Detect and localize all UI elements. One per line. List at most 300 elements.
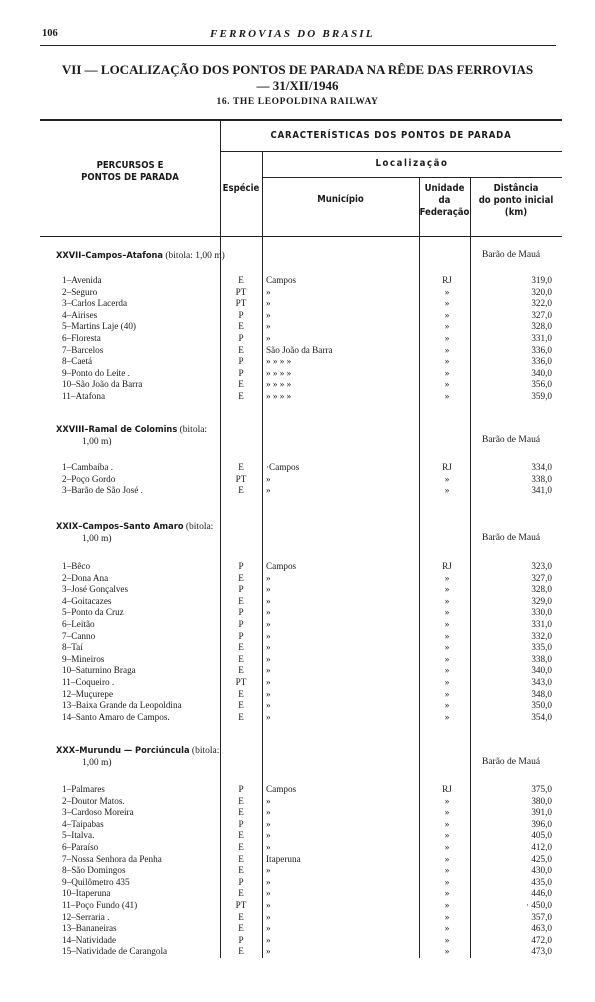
station-name: 9–Ponto do Leite . bbox=[62, 367, 130, 378]
station-name: 5–Italva. bbox=[62, 830, 95, 841]
table-row bbox=[0, 356, 595, 368]
station-name: 3–José Gonçalves bbox=[62, 584, 129, 595]
header-distancia-line1: Distância bbox=[493, 183, 539, 194]
table-row bbox=[0, 333, 595, 345]
municipality: » bbox=[266, 900, 271, 910]
municipality: » bbox=[266, 298, 271, 309]
header-unidade-line3: Federação bbox=[419, 207, 470, 218]
distance-km: 425,0 bbox=[531, 853, 552, 864]
municipality: » » » » bbox=[266, 379, 292, 390]
distance-km: 338,0 bbox=[531, 653, 552, 664]
municipality: » bbox=[266, 934, 271, 945]
distance-km: 396,0 bbox=[531, 818, 552, 829]
station-type: E bbox=[238, 711, 244, 722]
section-gauge-cont: 1,00 m) bbox=[82, 758, 112, 768]
distance-km: 430,0 bbox=[531, 865, 552, 876]
station-type: P bbox=[238, 333, 244, 343]
station-type: P bbox=[238, 619, 244, 629]
station-type: E bbox=[238, 911, 244, 922]
federation-unit: » bbox=[444, 344, 450, 355]
municipality: » bbox=[266, 333, 271, 343]
station-name: 13–Baixa Grande da Leopoldina bbox=[62, 700, 182, 711]
distance-km: 473,0 bbox=[531, 946, 552, 957]
table-row bbox=[0, 368, 595, 380]
station-type: E bbox=[238, 275, 244, 285]
table-row bbox=[0, 298, 595, 310]
municipality: » bbox=[266, 572, 271, 583]
section-origin: Barão de Mauá bbox=[482, 250, 541, 260]
station-name: 9–Mineiros bbox=[62, 653, 105, 664]
station-type: P bbox=[238, 309, 244, 320]
municipality: » bbox=[266, 584, 271, 595]
federation-unit: » bbox=[444, 818, 450, 829]
table-row bbox=[0, 946, 595, 958]
station-name: 8–São Domingos bbox=[62, 865, 126, 876]
station-name: 6–Paraíso bbox=[62, 842, 99, 852]
federation-unit: » bbox=[444, 367, 450, 378]
station-name: 1–Cambaíba . bbox=[62, 462, 114, 472]
table-row bbox=[0, 631, 595, 643]
distance-km: 335,0 bbox=[531, 642, 552, 653]
distance-km: 320,0 bbox=[531, 286, 552, 297]
municipality: » bbox=[266, 807, 271, 818]
station-type: E bbox=[238, 865, 244, 876]
municipality: » bbox=[266, 842, 271, 852]
federation-unit: » bbox=[444, 842, 450, 852]
station-type: E bbox=[238, 830, 244, 841]
distance-km: 343,0 bbox=[531, 677, 552, 687]
section-origin: Barão de Mauá bbox=[482, 757, 541, 767]
federation-unit: » bbox=[444, 934, 450, 945]
station-name: 1–Bêco bbox=[62, 561, 91, 571]
distance-km: 334,0 bbox=[531, 462, 552, 472]
station-name: 7–Barcelos bbox=[62, 344, 104, 355]
federation-unit: » bbox=[444, 946, 450, 957]
municipality: » bbox=[266, 595, 271, 606]
header-distancia-line3: (km) bbox=[504, 207, 528, 218]
federation-unit: » bbox=[444, 379, 450, 390]
municipality: » bbox=[266, 653, 271, 664]
federation-unit: » bbox=[444, 391, 450, 401]
municipality: » bbox=[266, 876, 271, 887]
table-row bbox=[0, 819, 595, 831]
municipality: » bbox=[266, 309, 271, 320]
table-row bbox=[0, 619, 595, 631]
table-row bbox=[0, 287, 595, 299]
federation-unit: » bbox=[444, 473, 450, 484]
table-top-rule bbox=[40, 119, 562, 121]
federation-unit: » bbox=[444, 607, 450, 618]
municipality: » bbox=[266, 286, 271, 297]
federation-unit: » bbox=[444, 830, 450, 841]
federation-unit: » bbox=[444, 911, 450, 922]
federation-unit: » bbox=[444, 584, 450, 595]
station-type: E bbox=[238, 462, 244, 472]
station-type: PT bbox=[235, 677, 247, 687]
distance-km: 340,0 bbox=[531, 367, 552, 378]
section-title bbox=[56, 521, 226, 545]
distance-km: 405,0 bbox=[531, 830, 552, 841]
station-type: E bbox=[238, 946, 244, 957]
station-type: E bbox=[238, 391, 244, 401]
table-row bbox=[0, 912, 595, 924]
federation-unit: » bbox=[444, 485, 450, 496]
federation-unit: » bbox=[444, 321, 450, 332]
station-name: 14–Santo Amaro de Campos. bbox=[62, 711, 170, 722]
municipality: » bbox=[266, 485, 271, 496]
distance-km: 322,0 bbox=[531, 298, 552, 309]
station-name: 5–Martins Laje (40) bbox=[62, 321, 136, 332]
section-gauge: (bitola: 1,00 m) bbox=[163, 251, 225, 261]
page-title-date: — 31/XII/1946 bbox=[256, 78, 339, 93]
table-row bbox=[0, 923, 595, 935]
table-row bbox=[0, 807, 595, 819]
station-name: 7–Canno bbox=[62, 630, 96, 641]
distance-km: 319,0 bbox=[531, 275, 552, 285]
station-name: 11–Coqueiro . bbox=[62, 677, 115, 687]
federation-unit: » bbox=[444, 923, 450, 934]
table-row bbox=[0, 700, 595, 712]
station-name: 3–Carlos Lacerda bbox=[62, 298, 128, 309]
distance-km: 323,0 bbox=[531, 561, 552, 571]
municipality: » bbox=[266, 946, 271, 957]
table-row bbox=[0, 796, 595, 808]
municipality: » bbox=[266, 923, 271, 934]
station-type: E bbox=[238, 642, 244, 653]
table-row bbox=[0, 677, 595, 689]
station-type: E bbox=[238, 807, 244, 818]
section-gauge-cont: 1,00 m) bbox=[82, 437, 112, 447]
table-row bbox=[0, 485, 595, 497]
station-name: 6–Floresta bbox=[62, 333, 101, 343]
station-name: 8–Caetá bbox=[62, 356, 93, 367]
federation-unit: » bbox=[444, 853, 450, 864]
distance-km: 327,0 bbox=[531, 572, 552, 583]
federation-unit: » bbox=[444, 653, 450, 664]
municipality: São João da Barra bbox=[266, 344, 333, 355]
station-name: 13–Bananeiras bbox=[62, 923, 117, 934]
distance-km: 350,0 bbox=[531, 700, 552, 711]
federation-unit: » bbox=[444, 795, 450, 806]
municipality: » bbox=[266, 665, 271, 676]
distance-km: 446,0 bbox=[531, 888, 552, 899]
distance-km: 328,0 bbox=[531, 321, 552, 332]
distance-km: 359,0 bbox=[531, 391, 552, 401]
federation-unit: » bbox=[444, 286, 450, 297]
station-type: E bbox=[238, 595, 244, 606]
station-name: 11–Atafona bbox=[62, 391, 106, 401]
header-unidade-line1: Unidade bbox=[424, 183, 465, 194]
federation-unit: » bbox=[444, 642, 450, 653]
station-type: PT bbox=[235, 286, 247, 297]
distance-km: 327,0 bbox=[531, 309, 552, 320]
section-name: XXVIII–Ramal de Colomins bbox=[56, 424, 178, 435]
table-row bbox=[0, 474, 595, 486]
station-name: 11–Poço Fundo (41) bbox=[62, 900, 138, 910]
federation-unit: » bbox=[444, 700, 450, 711]
station-name: 7–Nossa Senhora da Penha bbox=[62, 853, 162, 864]
station-type: E bbox=[238, 379, 244, 390]
page-title: VII — LOCALIZAÇÃO DOS PONTOS DE PARADA NA RÊDE DAS FERROVIAS bbox=[61, 62, 534, 77]
station-name: 2–Doutor Matos. bbox=[62, 795, 125, 806]
distance-km: 336,0 bbox=[531, 356, 552, 367]
municipality: » bbox=[266, 619, 271, 629]
federation-unit: » bbox=[444, 677, 450, 687]
table-row bbox=[0, 900, 595, 912]
table-row bbox=[0, 462, 595, 474]
station-type: PT bbox=[235, 900, 247, 910]
station-name: 10–Saturnino Braga bbox=[62, 665, 136, 676]
municipality: Campos bbox=[266, 275, 297, 285]
header-especie: Espécie bbox=[222, 183, 260, 194]
station-type: P bbox=[238, 630, 244, 641]
federation-unit: » bbox=[444, 630, 450, 641]
station-name: 10–São João da Barra bbox=[62, 379, 143, 390]
table-row bbox=[0, 888, 595, 900]
distance-km: · 450,0 bbox=[525, 900, 552, 910]
municipality: » bbox=[266, 711, 271, 722]
station-name: 8–Taí bbox=[62, 642, 83, 653]
station-name: 2–Seguro bbox=[62, 286, 98, 297]
federation-unit: » bbox=[444, 356, 450, 367]
federation-unit: » bbox=[444, 888, 450, 899]
station-name: 10–Itaperuna bbox=[62, 888, 111, 899]
header-rule bbox=[40, 45, 556, 46]
table-header-bottom-rule bbox=[40, 236, 562, 237]
station-type: P bbox=[238, 934, 244, 945]
station-name: 15–Natividade de Carangola bbox=[62, 946, 168, 957]
station-type: P bbox=[238, 561, 244, 571]
station-name: 4–Taipabas bbox=[62, 818, 104, 829]
station-name: 4–Airises bbox=[62, 309, 98, 320]
municipality: » bbox=[266, 818, 271, 829]
distance-km: 336,0 bbox=[531, 344, 552, 355]
distance-km: 472,0 bbox=[531, 934, 552, 945]
distance-km: 348,0 bbox=[531, 688, 552, 699]
station-type: E bbox=[238, 842, 244, 852]
municipality: » bbox=[266, 630, 271, 641]
header-unidade bbox=[419, 183, 470, 219]
distance-km: 328,0 bbox=[531, 584, 552, 595]
header-localizacao: Localização bbox=[375, 158, 449, 169]
section-name: XXVII–Campos–Atafona bbox=[56, 250, 163, 261]
station-type: P bbox=[238, 607, 244, 618]
station-type: E bbox=[238, 665, 244, 676]
station-name: 14–Natividade bbox=[62, 934, 117, 945]
federation-unit: RJ bbox=[442, 561, 452, 571]
header-distancia bbox=[470, 183, 562, 219]
section-gauge: (bitola: bbox=[183, 522, 214, 532]
section-name: XXIX–Campos–Santo Amaro bbox=[56, 521, 184, 532]
distance-km: 391,0 bbox=[531, 807, 552, 818]
header-percursos-line2: PONTOS DE PARADA bbox=[81, 172, 179, 183]
station-type: E bbox=[238, 688, 244, 699]
station-name: 1–Palmares bbox=[62, 784, 105, 794]
distance-km: 375,0 bbox=[531, 784, 552, 794]
station-name: 1–Avenida bbox=[62, 275, 102, 285]
federation-unit: » bbox=[444, 619, 450, 629]
section-title bbox=[56, 424, 226, 448]
station-name: 2–Poço Gordo bbox=[62, 473, 116, 484]
municipality: » bbox=[266, 830, 271, 841]
station-name: 9–Quilômetro 435 bbox=[62, 876, 130, 887]
station-name: 3–Cardoso Moreira bbox=[62, 807, 134, 818]
header-unidade-line2: da bbox=[438, 195, 451, 206]
distance-km: 435,0 bbox=[531, 876, 552, 887]
municipality: » bbox=[266, 642, 271, 653]
table-row bbox=[0, 830, 595, 842]
header-caracteristicas: CARACTERÍSTICAS DOS PONTOS DE PARADA bbox=[270, 130, 512, 141]
distance-km: 330,0 bbox=[531, 607, 552, 618]
federation-unit: » bbox=[444, 333, 450, 343]
table-row bbox=[0, 877, 595, 889]
municipality: » bbox=[266, 888, 271, 899]
station-name: 6–Leitão bbox=[62, 619, 95, 629]
municipality: » » » » bbox=[266, 356, 292, 367]
municipality: » bbox=[266, 688, 271, 699]
federation-unit: » bbox=[444, 876, 450, 887]
station-name: 12–Muçurepe bbox=[62, 688, 114, 699]
table-row bbox=[0, 935, 595, 947]
table-row bbox=[0, 689, 595, 701]
station-type: E bbox=[238, 853, 244, 864]
header-percursos-line1: PERCURSOS E bbox=[96, 160, 164, 171]
station-type: E bbox=[238, 344, 244, 355]
section-title bbox=[56, 250, 231, 262]
federation-unit: RJ bbox=[442, 784, 452, 794]
distance-km: 331,0 bbox=[531, 619, 552, 629]
station-type: P bbox=[238, 356, 244, 367]
station-name: 4–Goitacazes bbox=[62, 595, 112, 606]
section-origin: Barão de Mauá bbox=[482, 435, 541, 445]
localizacao-rule bbox=[262, 177, 562, 178]
municipality: Campos bbox=[266, 561, 297, 571]
distance-km: 331,0 bbox=[531, 333, 552, 343]
header-distancia-line2: do ponto inicial bbox=[478, 195, 554, 206]
distance-km: 341,0 bbox=[531, 485, 552, 496]
distance-km: 329,0 bbox=[531, 595, 552, 606]
distance-km: 338,0 bbox=[531, 473, 552, 484]
section-gauge: (bitola: bbox=[177, 425, 208, 435]
station-type: E bbox=[238, 700, 244, 711]
caracteristicas-rule bbox=[220, 151, 562, 152]
section-title bbox=[56, 745, 226, 769]
table-row bbox=[0, 865, 595, 877]
table-row bbox=[0, 665, 595, 677]
station-name: 12–Serraria . bbox=[62, 911, 110, 922]
federation-unit: » bbox=[444, 309, 450, 320]
federation-unit: » bbox=[444, 595, 450, 606]
section-gauge: (bitola: bbox=[189, 746, 220, 756]
distance-km: 356,0 bbox=[531, 379, 552, 390]
table-row bbox=[0, 561, 595, 573]
table-row bbox=[0, 310, 595, 322]
federation-unit: » bbox=[444, 807, 450, 818]
station-type: E bbox=[238, 795, 244, 806]
station-name: 2–Dona Ana bbox=[62, 572, 109, 583]
federation-unit: » bbox=[444, 665, 450, 676]
table-row bbox=[0, 642, 595, 654]
municipality: » bbox=[266, 700, 271, 711]
table-row bbox=[0, 854, 595, 866]
federation-unit: RJ bbox=[442, 462, 452, 472]
running-head: FERROVIAS DO BRASIL bbox=[210, 28, 375, 40]
station-type: E bbox=[238, 572, 244, 583]
station-name: 3–Barão de São José . bbox=[62, 485, 143, 496]
table-row bbox=[0, 654, 595, 666]
section-name: XXX–Murundu — Porciúncula bbox=[56, 745, 190, 756]
table-row bbox=[0, 842, 595, 854]
page-number: 106 bbox=[42, 28, 58, 39]
federation-unit: » bbox=[444, 711, 450, 722]
municipality: » bbox=[266, 321, 271, 332]
station-name: 5–Ponto da Cruz bbox=[62, 607, 124, 618]
station-type: E bbox=[238, 923, 244, 934]
table-row bbox=[0, 712, 595, 724]
station-type: P bbox=[238, 818, 244, 829]
municipality: » bbox=[266, 911, 271, 922]
station-type: E bbox=[238, 888, 244, 899]
table-row bbox=[0, 379, 595, 391]
distance-km: 463,0 bbox=[531, 923, 552, 934]
distance-km: 412,0 bbox=[531, 842, 552, 852]
municipality: » » » » bbox=[266, 367, 292, 378]
station-type: PT bbox=[235, 298, 247, 309]
station-type: P bbox=[238, 876, 244, 887]
distance-km: 340,0 bbox=[531, 665, 552, 676]
section-gauge-cont: 1,00 m) bbox=[82, 534, 112, 544]
table-row bbox=[0, 584, 595, 596]
federation-unit: » bbox=[444, 298, 450, 309]
municipality: » » » » bbox=[266, 391, 292, 401]
federation-unit: » bbox=[444, 865, 450, 876]
page-subtitle: 16. THE LEOPOLDINA RAILWAY bbox=[216, 97, 379, 107]
distance-km: 357,0 bbox=[531, 911, 552, 922]
station-type: E bbox=[238, 485, 244, 496]
station-type: P bbox=[238, 367, 244, 378]
federation-unit: » bbox=[444, 900, 450, 910]
table-row bbox=[0, 784, 595, 796]
station-type: E bbox=[238, 321, 244, 332]
federation-unit: » bbox=[444, 572, 450, 583]
table-row bbox=[0, 391, 595, 403]
municipality: ·Campos bbox=[266, 462, 300, 472]
municipality: » bbox=[266, 677, 271, 687]
municipality: » bbox=[266, 865, 271, 876]
distance-km: 354,0 bbox=[531, 711, 552, 722]
table-row bbox=[0, 607, 595, 619]
table-row bbox=[0, 596, 595, 608]
distance-km: 332,0 bbox=[531, 630, 552, 641]
header-percursos bbox=[40, 160, 220, 184]
federation-unit: » bbox=[444, 688, 450, 699]
section-origin: Barão de Mauá bbox=[482, 533, 541, 543]
table-row bbox=[0, 345, 595, 357]
table-row bbox=[0, 275, 595, 287]
station-type: PT bbox=[235, 473, 247, 484]
table-row bbox=[0, 321, 595, 333]
municipality: » bbox=[266, 473, 271, 484]
distance-km: 380,0 bbox=[531, 795, 552, 806]
municipality: Itaperuna bbox=[266, 853, 301, 864]
federation-unit: RJ bbox=[442, 275, 452, 285]
table-row bbox=[0, 573, 595, 585]
municipality: » bbox=[266, 795, 271, 806]
station-type: P bbox=[238, 584, 244, 595]
municipality: » bbox=[266, 607, 271, 618]
station-type: E bbox=[238, 653, 244, 664]
header-municipio: Município bbox=[317, 194, 364, 205]
